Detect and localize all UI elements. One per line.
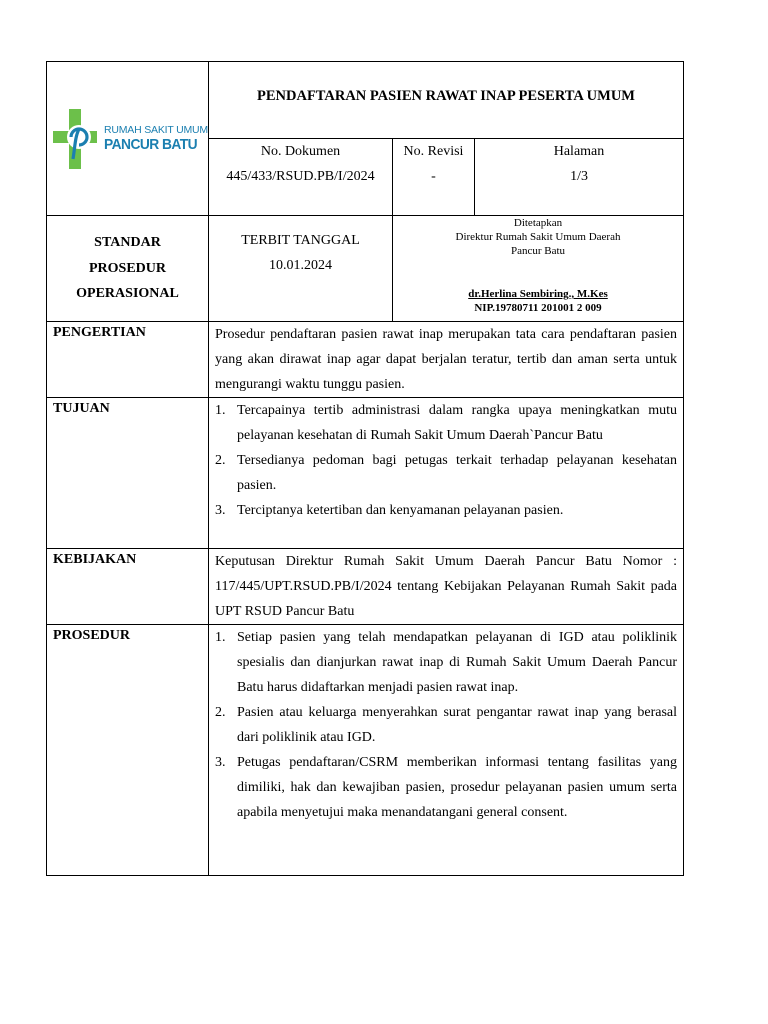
page-cell — [475, 139, 684, 216]
document-title: PENDAFTARAN PASIEN RAWAT INAP PESERTA UMUM — [209, 62, 684, 139]
sop-label-line-3: OPERASIONAL — [76, 286, 179, 302]
signer-nip: NIP.19780711 201001 2 009 — [474, 302, 602, 314]
approval-line-3: Pancur Batu — [510, 245, 566, 257]
logo-line-2: PANCUR BATU — [104, 135, 198, 153]
prosedur-label: PROSEDUR — [47, 625, 209, 876]
page-value: 1/3 — [570, 169, 588, 184]
kebijakan-label: KEBIJAKAN — [47, 549, 209, 625]
sop-label-line-1: STANDAR — [94, 235, 161, 251]
prosedur-list — [215, 625, 677, 825]
signer-name: dr.Herlina Sembiring., M.Kes — [468, 288, 608, 300]
revision-label: No. Revisi — [403, 144, 464, 159]
tujuan-label: TUJUAN — [47, 398, 209, 549]
prosedur-content — [209, 625, 684, 876]
list-item: 3. Terciptanya ketertiban dan kenyamanan pelayanan pasien. — [215, 503, 564, 518]
signature-block — [393, 287, 683, 315]
issued-date-cell — [209, 216, 393, 322]
sop-table — [46, 61, 684, 876]
approval-cell — [393, 216, 684, 322]
kebijakan-text: Keputusan Direktur Rumah Sakit Umum Daerah Pancur Batu Nomor : 117/445/UPT.RSUD.PB/I/2024 tentang Kebijakan Pelayanan Rumah Sakit pada UPT RSUD Pancur Batu — [209, 549, 684, 625]
list-item: 2. Pasien atau keluarga menyerahkan surat pengantar rawat inap yang berasal dari poliklinik atau IGD. — [215, 705, 678, 745]
list-item: 1. Tercapainya tertib administrasi dalam rangka upaya meningkatkan mutu pelayanan kesehatan di Rumah Sakit Umum Daerah`Pancur Batu — [215, 403, 678, 443]
approval-line-2: Direktur Rumah Sakit Umum Daerah — [455, 231, 621, 243]
doc-number-value: 445/433/RSUD.PB/I/2024 — [226, 169, 375, 184]
list-item: 2. Tersedianya pedoman bagi petugas terkait terhadap pelayanan kesehatan pasien. — [215, 453, 678, 493]
tujuan-list — [215, 398, 677, 523]
issued-date-value: 10.01.2024 — [269, 258, 332, 273]
revision-cell — [393, 139, 475, 216]
hospital-logo — [47, 107, 208, 171]
doc-number-label: No. Dokumen — [260, 144, 341, 159]
tujuan-content — [209, 398, 684, 549]
pengertian-text: Prosedur pendaftaran pasien rawat inap merupakan tata cara pendaftaran pasien yang akan dirawat inap agar dapat berjalan teratur, tertib dan aman serta untuk mengurangi waktu tunggu pasien. — [209, 322, 684, 398]
sop-label-line-2: PROSEDUR — [88, 260, 166, 276]
revision-value: - — [431, 169, 436, 184]
medical-cross-logo-icon — [53, 107, 101, 171]
sop-label-cell — [47, 216, 209, 322]
logo-cell — [47, 62, 209, 216]
page-label: Halaman — [553, 144, 605, 159]
list-item: 3. Petugas pendaftaran/CSRM memberikan informasi tentang fasilitas yang dimiliki, hak dan kewajiban pasien, prosedur pelayanan pasien umum serta apabila menyetujui maka menandatangani general consent. — [215, 755, 678, 820]
pengertian-label: PENGERTIAN — [47, 322, 209, 398]
doc-number-cell — [209, 139, 393, 216]
logo-line-1: RUMAH SAKIT UMUM — [104, 124, 208, 137]
approval-line-1: Ditetapkan — [513, 217, 563, 229]
list-item: 1. Setiap pasien yang telah mendapatkan pelayanan di IGD atau poliklinik spesialis dan dianjurkan rawat inap di Rumah Sakit Umum Daerah Pancur Batu harus didaftarkan menjadi pasien rawat inap. — [215, 630, 678, 695]
issued-date-label: TERBIT TANGGAL — [241, 233, 360, 248]
